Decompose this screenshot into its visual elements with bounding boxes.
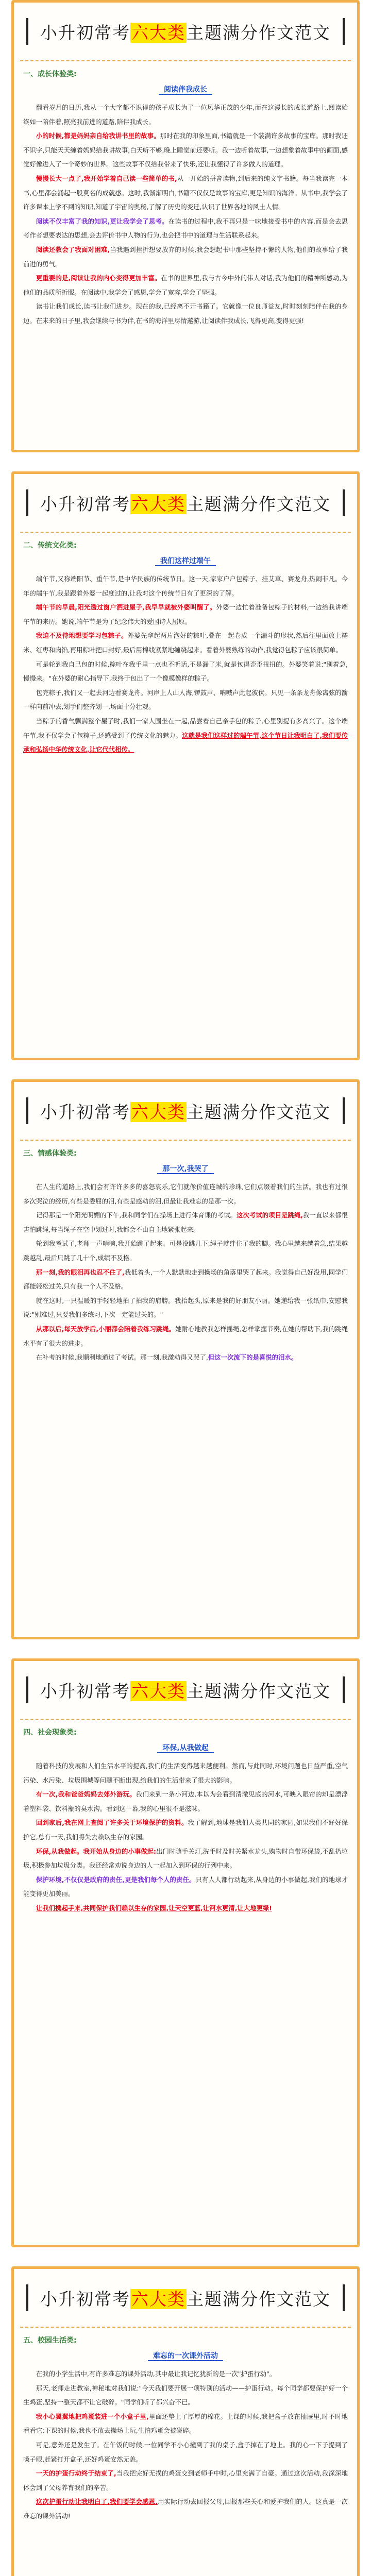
header-bar-left bbox=[26, 18, 28, 45]
sentence: 包完粽子,我们又一起去河边看赛龙舟。河岸上人山人海,锣鼓声、呐喊声此起彼伏。只见一条条龙舟像离弦的箭一样向前冲去,划手们整齐划一,场面十分壮观。 bbox=[23, 688, 348, 711]
essay-paragraph bbox=[23, 2367, 348, 2381]
title-after: 主题满分作文范文 bbox=[187, 2289, 331, 2309]
highlighted-sentence: 保护环境,不仅仅是政府的责任,更是我们每个人的责任。 bbox=[36, 1875, 196, 1884]
category-label: 三、情感体验类: bbox=[23, 1149, 77, 1158]
sentence: 外婆先拿起两片泡好的粽叶,叠在一起卷成一个漏斗的形状,然后往里面放上糯米、红枣和肉馅,再用粽叶把口封好,最后用棉线紧紧地缠绕起来。看着外婆熟练的动作,我觉得包粽子应该很简单。 bbox=[23, 632, 348, 654]
category-label: 一、成长体验类: bbox=[23, 70, 77, 78]
essay-title-text: 那一次,我哭了 bbox=[157, 1165, 213, 1174]
highlighted-sentence: 小的时候,都是妈妈亲自给我讲书里的故事。 bbox=[36, 132, 160, 140]
section-gap bbox=[0, 1060, 371, 1079]
sentence: 当我把完好无损的鸡蛋交到老师手中时,心里充满了自豪。通过这次活动,我深深地体会到了父母养育我们的辛苦。 bbox=[23, 2469, 348, 2492]
sentence: 可是,意外还是发生了。在午饭的时候,一位同学不小心撞到了我的桌子,盒子掉在了地上。我的心一下子提到了嗓子眼,赶紧打开盒子,还好鸡蛋安然无恙。 bbox=[23, 2441, 348, 2463]
page-title bbox=[40, 20, 331, 44]
essay-paragraph bbox=[23, 2466, 348, 2495]
header-bar-left bbox=[26, 489, 28, 516]
title-after: 主题满分作文范文 bbox=[187, 1681, 331, 1701]
essay-paragraph bbox=[23, 1236, 348, 1265]
essay-title bbox=[23, 2350, 348, 2361]
section-gap bbox=[0, 1639, 371, 1658]
title-before: 小升初常考 bbox=[40, 2289, 130, 2309]
header-bar-left bbox=[26, 1097, 28, 1124]
sentence: 当我遇到挫折想要放弃的时候,我会想起书中那些坚持不懈的人物,他们的故事给了我前进的勇气。 bbox=[23, 245, 348, 268]
sentence: 只有人人都行动起来,从身边的小事做起,我们的地球才能变得更加美丽。 bbox=[23, 1875, 348, 1898]
sentence: 读书让我们成长,读书让我们进步。现在的我,已经离不开书籍了。它就像一位良师益友,时时刻刻陪伴在我的身边。在未来的日子里,我会继续与书为伴,在书的海洋里尽情遨游,让阅读伴我成长,飞得更高,变得更强! bbox=[23, 302, 348, 325]
section-header bbox=[23, 474, 348, 532]
sentence: 记得那是一个阳光明媚的下午,我和同学们在操场上进行体育课的考试。 bbox=[36, 1211, 237, 1219]
watermark-shape bbox=[163, 1926, 181, 1950]
essay-paragraph bbox=[23, 100, 348, 129]
essay-paragraph bbox=[23, 2410, 348, 2438]
essay-paragraph bbox=[23, 2381, 348, 2410]
page-title bbox=[40, 491, 331, 515]
highlighted-sentence: 这次护蛋行动让我明白了,我们要学会感恩, bbox=[36, 2498, 158, 2506]
header-bar-right bbox=[343, 489, 345, 516]
highlighted-sentence: 慢慢长大一点了,我开始学着自己读一些简单的书, bbox=[36, 174, 177, 182]
essay-title-text: 环保,从我做起 bbox=[157, 1744, 213, 1753]
section-gap bbox=[0, 2247, 371, 2266]
sentence: 从一开始的拼音读物,到后来的纯文字书籍。每当我读完一本书,心里都会涌起一股莫名的成就感。这时,我渐渐明白,书籍不仅仅是故事的宝库,更是知识的海洋。从书中,我学会了许多课本上学不到的知识,知道了宇宙的奥秘,了解了历史的变迁,认识了世界各地的风土人情。 bbox=[23, 174, 348, 211]
sentence: 出门时随手关灯,洗手时及时关紧水龙头,购物时自带环保袋,不乱扔垃圾,积极参加垃圾分类。我还经常劝说身边的人一起加入到环保的行列中来。 bbox=[23, 1847, 348, 1870]
essay-paragraph bbox=[23, 1350, 348, 1365]
essay-paragraph bbox=[23, 1294, 348, 1322]
essay-title-text: 难忘的一次课外活动 bbox=[148, 2352, 223, 2361]
title-highlight: 六大类 bbox=[131, 1101, 185, 1122]
highlighted-sentence: 回到家后,我在网上查阅了许多关于环境保护的资料。 bbox=[36, 1819, 188, 1827]
essay-paragraph bbox=[23, 1208, 348, 1236]
sentence: 那时在我的印象里面,书籍就是一个装满许多故事的宝库。那时我还不识字,只能天天缠着妈妈给我讲故事,白天听不够,晚上睡觉前还要听。我一边听着故事,一边想象着故事中的画面,感觉好像进入了一个奇妙的世界。这些故事不仅给我带来了快乐,还让我懂得了许多做人的道理。 bbox=[23, 132, 348, 168]
essay-paragraph bbox=[23, 1901, 348, 1916]
title-after: 主题满分作文范文 bbox=[187, 22, 331, 43]
title-before: 小升初常考 bbox=[40, 494, 130, 514]
category-label: 五、校园生活类: bbox=[23, 2336, 77, 2345]
essay-paragraph bbox=[23, 172, 348, 214]
title-before: 小升初常考 bbox=[40, 1101, 130, 1122]
sentence: 我一直以来都很害怕跳绳,每当绳子在空中划过时,我都会不由自主地紧张起来。 bbox=[23, 1211, 348, 1233]
sentence: 随着科技的发展和人们生活水平的提高,我们的生活变得越来越便利。然而,与此同时,环境问题也日益严重,空气污染、水污染、垃圾围城等问题不断出现,给我们的生活带来了很大的影响。 bbox=[23, 1762, 348, 1784]
sentence: 我们来到一条小河边,本以为会看到清澈见底的河水,可映入眼帘的却是漂浮着塑料袋、饮料瓶的臭水沟。看到这一幕,我的心里很不是滋味。 bbox=[23, 1790, 348, 1812]
sentence: 在我的小学生活中,有许多难忘的课外活动,其中最让我记忆犹新的是一次"护蛋行动"。 bbox=[36, 2370, 276, 2378]
essay-section bbox=[11, 1658, 360, 2247]
sentence: 她耐心地教我怎样摇绳,怎样掌握节奏,在她的帮助下,我的跳绳水平有了很大的进步。 bbox=[23, 1325, 348, 1347]
sentence: 在书的世界里,我与古今中外的伟人对话,我为他们的精神所感动,为他们的品质所折服。在阅读中,我学会了感恩,学会了宽容,学会了坚强。 bbox=[23, 274, 348, 296]
dashed-divider bbox=[20, 60, 351, 61]
section-header bbox=[23, 3, 348, 60]
highlighted-sentence: 有一次,我和爸爸妈妈去郊外游玩。 bbox=[36, 1790, 136, 1799]
essay-paragraph bbox=[23, 299, 348, 328]
page-title bbox=[40, 1099, 331, 1123]
title-before: 小升初常考 bbox=[40, 1681, 130, 1701]
header-bar-left bbox=[26, 2284, 28, 2311]
essay-paragraph bbox=[23, 629, 348, 657]
title-after: 主题满分作文范文 bbox=[187, 1101, 331, 1122]
sentence: 外婆一边忙着准备包粽子的材料,一边给我讲端午节的来历。她说,端午节是为了纪念伟大的爱国诗人屈原。 bbox=[23, 603, 348, 625]
essay-paragraph bbox=[23, 1844, 348, 1873]
essay-paragraph bbox=[23, 1787, 348, 1816]
essay-title bbox=[23, 1163, 348, 1174]
essay-section bbox=[11, 0, 360, 452]
dashed-divider bbox=[20, 2327, 351, 2328]
highlighted-sentence: 一天的护蛋行动终于结束了, bbox=[36, 2469, 116, 2478]
essay-paragraph bbox=[23, 214, 348, 243]
sentence: 轮到我考试了,老师一声哨响,我开始跳了起来。可是没跳几下,绳子就绊住了我的脚。我心里越来越着急,结果越跳越乱,最后只跳了几十个,成绩不及格。 bbox=[23, 1240, 348, 1262]
essay-paragraph bbox=[23, 572, 348, 600]
header-bar-right bbox=[343, 1676, 345, 1703]
section-gap bbox=[0, 452, 371, 471]
essay-title bbox=[23, 1742, 348, 1753]
sentence: 在读书的过程中,我不再只是一味地接受书中的内容,而是会去思考作者想要表达的思想,会去评价书中人物的行为,也会把书中的道理与生活联系起来。 bbox=[23, 217, 348, 240]
dashed-divider bbox=[20, 1140, 351, 1141]
essay-paragraph bbox=[23, 1265, 348, 1294]
sentence: 我低着头,一个人默默地走到操场的角落里哭了起来。我觉得自己好没用,同学们都能轻松过关,只有我一个人不及格。 bbox=[23, 1268, 348, 1291]
title-highlight: 六大类 bbox=[131, 22, 185, 43]
highlighted-sentence: 我小心翼翼地把鸡蛋装进一个小盒子里, bbox=[36, 2412, 149, 2420]
essay-section bbox=[11, 2266, 360, 2576]
sentence: 我了解到,地球是我们人类共同的家园,如果我们不好好保护它,总有一天,我们将失去赖以生存的家园。 bbox=[23, 1819, 348, 1841]
essay-paragraph bbox=[23, 714, 348, 757]
essay-paragraph bbox=[23, 271, 348, 299]
page-title bbox=[40, 2286, 331, 2310]
highlighted-sentence: 但这一次流下的是喜悦的泪水。 bbox=[208, 1353, 298, 1362]
header-bar-left bbox=[26, 1676, 28, 1703]
essay-paragraph bbox=[23, 1816, 348, 1844]
essay-paragraph bbox=[23, 657, 348, 686]
header-bar-right bbox=[343, 1097, 345, 1124]
title-after: 主题满分作文范文 bbox=[187, 494, 331, 514]
title-highlight: 六大类 bbox=[131, 494, 185, 514]
essay-paragraph bbox=[23, 600, 348, 629]
essay-paragraph bbox=[23, 1873, 348, 1901]
essay-title-text: 我们这样过端午 bbox=[155, 557, 216, 566]
sentence: 就在这时,一只温暖的手轻轻地拍了拍我的肩膀。我抬起头,原来是我的好朋友小丽。她递给我一张纸巾,安慰我说:"别难过,只要我们多练习,下次一定能过关的。" bbox=[23, 1296, 348, 1319]
essay-paragraph bbox=[23, 1759, 348, 1787]
title-before: 小升初常考 bbox=[40, 22, 130, 43]
highlighted-sentence: 那一刻,我的眼泪再也忍不住了, bbox=[36, 1268, 125, 1276]
sentence: 当粽子的香气飘满整个屋子时,我们一家人围坐在一起,品尝着自己亲手包的粽子,心里别提有多高兴了。这个端午节,我不仅学会了包粽子,还感受到了传统文化的魅力。 bbox=[23, 717, 348, 739]
sentence: 在人生的道路上,我们会有许许多多的喜怒哀乐,它们就像价值连城的珍珠,它们点缀着我们的生活。我也有过很多次哭泣的经历,有些是委屈的泪,有些是感动的泪,但最让我难忘的是那一次。 bbox=[23, 1183, 348, 1205]
highlighted-sentence: 更重要的是,阅读让我的内心变得更加丰富。 bbox=[36, 274, 161, 282]
sentence: 在补考的时候,我顺利地通过了考试。那一刻,我激动得又哭了, bbox=[36, 1353, 208, 1362]
highlighted-sentence: 这次考试的项目是跳绳, bbox=[237, 1211, 303, 1219]
essay-section bbox=[11, 471, 360, 1060]
essay-section bbox=[11, 1079, 360, 1639]
essay-paragraph bbox=[23, 686, 348, 714]
header-bar-right bbox=[343, 2284, 345, 2311]
section-header bbox=[23, 1661, 348, 1719]
highlighted-sentence: 阅读还教会了我面对困难, bbox=[36, 245, 110, 253]
header-bar-right bbox=[343, 18, 345, 45]
highlighted-sentence: 让我们携起手来,共同保护我们赖以生存的家园,让天空更蓝,让河水更清,让大地更绿! bbox=[36, 1904, 272, 1912]
sentence: 端午节,又称端阳节、重午节,是中华民族的传统节日。这一天,家家户户包粽子、挂艾草、赛龙舟,热闹非凡。今年的端午节,我是跟着外婆一起度过的,让我对这个传统节日有了更深的了解。 bbox=[23, 575, 348, 597]
sentence: 翻看岁月的日历,我从一个大字都不识得的孩子成长为了一位风华正茂的少年,而在这漫长的成长道路上,阅读始终如一陪伴着,照亮我前进的道路,陪伴我成长。 bbox=[23, 104, 348, 126]
highlighted-sentence: 这就是我们这样过的端午节,这个节日让我明白了,我们要传承和弘扬中华传统文化,让它代代相传。 bbox=[23, 731, 348, 754]
essay-paragraph bbox=[23, 243, 348, 271]
essay-paragraph bbox=[23, 2495, 348, 2523]
essay-title bbox=[23, 555, 348, 566]
category-label: 四、社会现象类: bbox=[23, 1728, 77, 1737]
sentence: 可是轮到我自己包的时候,粽叶在我手里一点也不听话,不是漏了米,就是包得歪歪扭扭的。外婆笑着说:"别着急,慢慢来。"在外婆的耐心指导下,我终于包出了一个像模像样的粽子。 bbox=[23, 660, 348, 683]
highlighted-sentence: 从那以后,每天放学后,小丽都会陪着我练习跳绳。 bbox=[36, 1325, 176, 1333]
sentence: 用实际行动去回报父母,回报那些关心和爱护我们的人。这真是一次难忘的课外活动! bbox=[23, 2498, 348, 2520]
category-label: 二、传统文化类: bbox=[23, 541, 77, 550]
sentence: 里面还垫上了厚厚的棉花。上课的时候,我把盒子放在抽屉里,时不时地看看它;下课的时候,我也不敢去操场上玩,生怕鸡蛋会被碰碎。 bbox=[23, 2412, 348, 2435]
essay-title-text: 阅读伴我成长 bbox=[159, 86, 212, 95]
section-header bbox=[23, 2269, 348, 2327]
essay-title bbox=[23, 84, 348, 94]
highlighted-sentence: 环保,从我做起。我开始从身边的小事做起: bbox=[36, 1847, 156, 1855]
section-header bbox=[23, 1082, 348, 1140]
highlighted-sentence: 端午节的早晨,阳光透过窗户洒进屋子,我早早就被外婆叫醒了。 bbox=[36, 603, 216, 612]
dashed-divider bbox=[20, 1719, 351, 1720]
page-title bbox=[40, 1678, 331, 1702]
essay-paragraph bbox=[23, 2438, 348, 2466]
essay-paragraph bbox=[23, 129, 348, 172]
title-highlight: 六大类 bbox=[131, 1681, 185, 1701]
essay-paragraph bbox=[23, 1322, 348, 1350]
essay-paragraph bbox=[23, 1180, 348, 1208]
highlighted-sentence: 阅读不仅丰富了我的知识,更让我学会了思考。 bbox=[36, 217, 168, 225]
sentence: 那天,老师走进教室,神秘地对我们说:"今天我们要开展一项特别的活动——护蛋行动。每个同学都要保护好一个生鸡蛋,坚持一整天都不让它破碎。"同学们听了都兴奋不已。 bbox=[23, 2384, 348, 2406]
title-highlight: 六大类 bbox=[131, 2289, 185, 2309]
dashed-divider bbox=[20, 532, 351, 533]
highlighted-sentence: 我迫不及待地想要学习包粽子。 bbox=[36, 632, 128, 640]
